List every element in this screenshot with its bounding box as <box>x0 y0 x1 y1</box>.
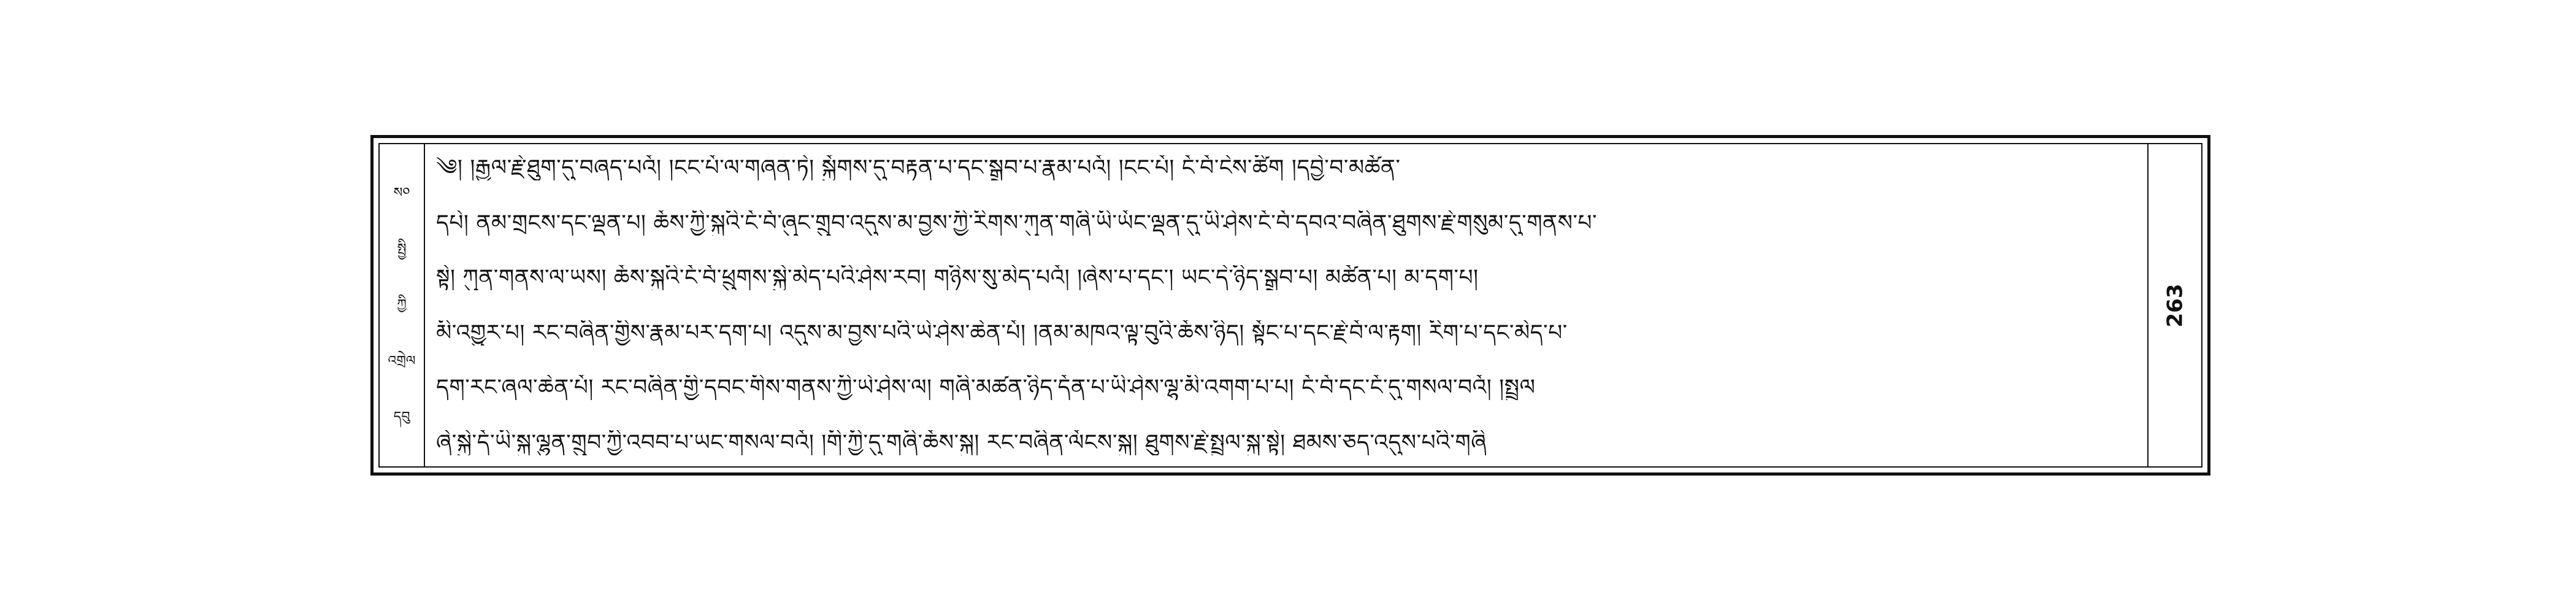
text-line: དཔེ། ནམ་གྲངས་དང་ལྡན་པ། ཆོས་ཀྱི་སྐུའི་ངོ་བོ་ཞུང་གྲུབ་འདུས་མ་བྱས་ཀྱི་རིགས་ཀུན་གཞི་ཡི་ཡོང་ལྡན་དུ་ཡི་ཤེས་ངོ་བོ་དབའ་བཞིན་ཐུགས་རྗེ་གསུམ་དུ་གནས་པ་ <box>436 210 1598 236</box>
margin-label: ས༠ <box>393 185 410 201</box>
margin-label: སྤྱི <box>397 241 407 257</box>
text-line: དག་རང་ཞལ་ཆེན་པོ། རང་བཞིན་གྱི་དབང་གིས་གནས་ཀྱི་ཡེ་ཤེས་ལ། གཞི་མཚན་ཉིད་དོན་པ་ཡི་ཤེས་ལྷ་མི་འགག་པ་པ། ངོ་བོ་དང་ངོ་དུ་གསལ་བའོ། །སྤྲུལ <box>436 375 1536 401</box>
text-line: སྟེ། ཀུན་གནས་ལ་ཡས། ཆོས་སྐུའི་ངོ་བོ་ཕྲུགས་སྐྱེ་མེད་པའི་ཤེས་རབ། གཉིས་སུ་མེད་པའོ། །ཞེས་པ་དང་། ཡང་དེ་ཉིད་སྒྲུབ་པ། མཚོན་པ། མ་དག་པ། <box>436 265 1479 291</box>
pecha-folio <box>370 135 2210 476</box>
folio-inner-border <box>378 143 2202 468</box>
right-margin <box>2147 144 2201 466</box>
margin-label: དབུ <box>393 409 410 425</box>
text-line: ༄། །རྒྱལ་རྗེ་ཐུག་དུ་བཞད་པའོ། །ངང་པོ་ལ་གཞན་ཏེ། སྐྱོགས་དུ་བརྟན་པ་དང་སྒྲུབ་པ་རྣམ་པའོ། །ངང་པོ། ངོ་བོ་ངེས་ཚིག །དབྱེ་བ་མཚོན་ <box>436 155 1401 180</box>
text-line: ཞེ་སྐྱེ་དོ་ཡི་སྐུ་ལྷུན་གྲུབ་ཀྱི་འབབ་པ་ཡང་གསལ་བའོ། །གི་ཀྱི་དུ་གཞི་ཆོས་སྐུ། རང་བཞིན་ལོངས་སྐུ། ཐུགས་རྗེ་སྤྲུལ་སྐུ་སྟེ། ཐམས་ཅད་འདུས་པའི་གཞི <box>436 430 1487 455</box>
text-line: མི་འགྱུར་པ། རང་བཞིན་གྱིས་རྣམ་པར་དག་པ། འདུས་མ་བྱས་པའི་ཡེ་ཤེས་ཆེན་པོ། །ནམ་མཁའ་ལྟ་བུའི་ཆོས་ཉིད། སྟོང་པ་དང་རྗེ་བོ་ལ་རྟག། རིག་པ་དང་མེད་པ་ <box>436 320 1568 345</box>
margin-label: འགྲེལ <box>388 353 416 369</box>
page-number: 263 <box>2162 283 2187 327</box>
margin-label: ཀྱི <box>397 297 407 313</box>
left-margin <box>380 144 425 466</box>
main-text <box>436 155 2140 455</box>
